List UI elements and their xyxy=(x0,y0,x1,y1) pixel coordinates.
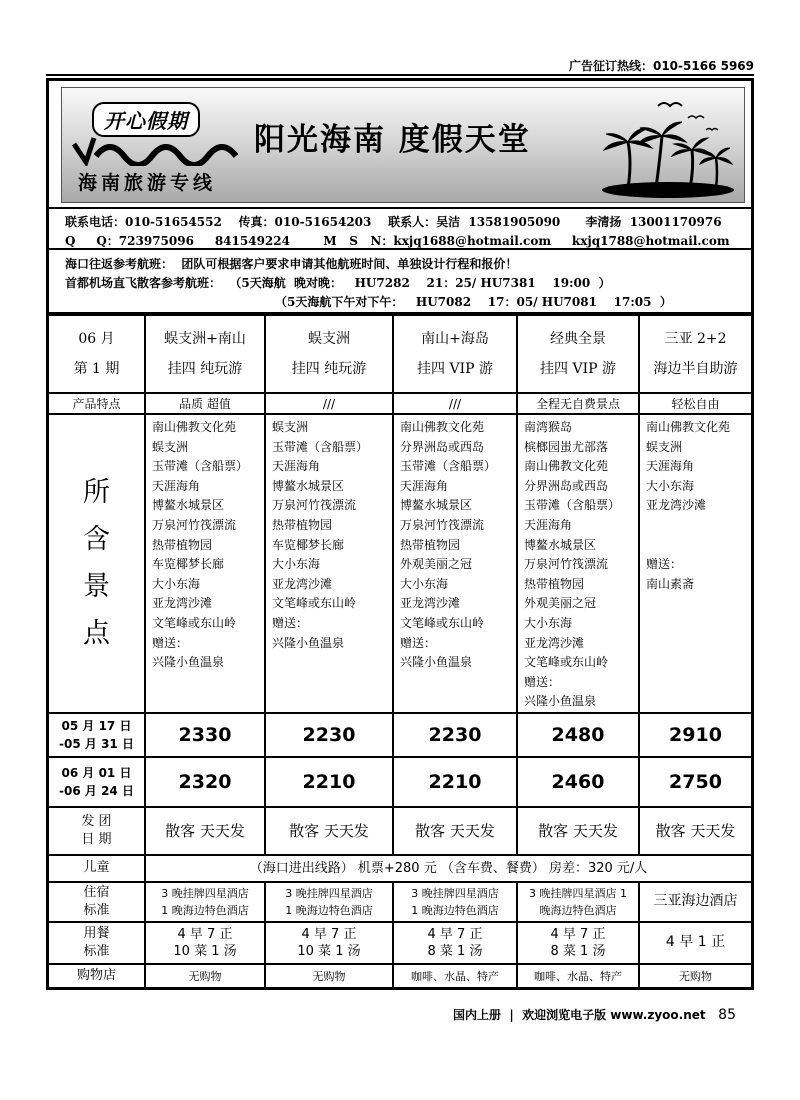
shopping-cell: 咖啡、水晶、特产 xyxy=(517,964,639,988)
logo-wave-icon xyxy=(72,136,252,166)
price-cell: 2230 xyxy=(265,713,393,757)
palm-island-icon xyxy=(598,92,738,200)
period-month: 06 月 xyxy=(78,331,115,347)
spots-list: 南湾猴岛 槟榔园蚩尤部落 南山佛教文化苑 分界洲岛或西岛 玉带滩（含船票） 天涯海角 博鳌水城景区 万泉河竹筏漂流 热带植物园 外观美丽之冠 大小东海 亚龙湾沙滩 文笔峰或东山岭 赠送： 兴隆小鱼温泉 xyxy=(517,414,639,713)
shopping-row xyxy=(49,964,751,988)
spots-row xyxy=(49,414,751,713)
lodging-cell: 3 晚挂牌四星酒店 1 晚海边特色酒店 xyxy=(145,882,265,922)
feature-cell: 品质 超值 xyxy=(145,393,265,414)
period-issue: 第 1 期 xyxy=(73,361,120,377)
flight-line-1: 海口往返参考航班： 团队可根据客户要求申请其他航班时间、单独设计行程和报价！ xyxy=(65,257,518,271)
meals-label: 用餐 标准 xyxy=(49,922,145,964)
product-header xyxy=(145,315,265,393)
price-cell: 2330 xyxy=(145,713,265,757)
lodging-label: 住宿 标准 xyxy=(49,882,145,922)
top-rule xyxy=(46,74,754,76)
shopping-cell: 无购物 xyxy=(145,964,265,988)
lodging-cell: 3 晚挂牌四星酒店 1 晚海边特色酒店 xyxy=(517,882,639,922)
depart-cell: 散客 天天发 xyxy=(145,807,265,855)
period-cell xyxy=(49,315,145,393)
tour-ad-frame xyxy=(46,78,754,990)
price-cell: 2480 xyxy=(517,713,639,757)
product-name: 经典全景 xyxy=(550,331,606,347)
depart-cell: 散客 天天发 xyxy=(639,807,751,855)
shopping-cell: 无购物 xyxy=(639,964,751,988)
shopping-cell: 无购物 xyxy=(265,964,393,988)
date-range-2: 06 月 01 日 -06 月 24 日 xyxy=(49,757,145,807)
spots-list: 南山佛教文化苑 分界洲岛或西岛 玉带滩（含船票） 天涯海角 博鳌水城景区 万泉河竹筏漂流 热带植物园 外观美丽之冠 大小东海 亚龙湾沙滩 文笔峰或东山岭 赠送： 兴隆小鱼温泉 xyxy=(393,414,517,713)
spots-label-char: 所 xyxy=(83,477,110,509)
depart-row xyxy=(49,807,751,855)
child-note: （海口进出线路） 机票+280 元 （含车费、餐费） 房差：320 元/人 xyxy=(145,855,751,882)
spots-label xyxy=(49,414,145,713)
product-type: 挂四 纯玩游 xyxy=(167,361,243,377)
footer-text: 国内上册 | 欢迎浏览电子版 www.zyoo.net xyxy=(453,1008,706,1022)
child-row xyxy=(49,855,751,882)
product-type: 海边半自助游 xyxy=(653,361,738,377)
lodging-cell: 三亚海边酒店 xyxy=(639,882,751,922)
product-name-row xyxy=(49,315,751,393)
depart-cell: 散客 天天发 xyxy=(393,807,517,855)
price-row-period1 xyxy=(49,713,751,757)
flight-line-3: （5天海航下午对下午： HU7082 17：05/ HU7081 17:05 ） xyxy=(275,295,672,309)
spots-label-char: 含 xyxy=(83,524,110,556)
product-type: 挂四 VIP 游 xyxy=(417,361,493,377)
banner xyxy=(61,87,745,203)
price-cell: 2210 xyxy=(393,757,517,807)
price-cell: 2230 xyxy=(393,713,517,757)
shopping-cell: 咖啡、水晶、特产 xyxy=(393,964,517,988)
child-label: 儿童 xyxy=(49,855,145,882)
tour-price-table xyxy=(49,314,751,988)
shopping-label: 购物店 xyxy=(49,964,145,988)
spots-list: 蜈支洲 玉带滩（含船票） 天涯海角 博鳌水城景区 万泉河竹筏漂流 热带植物园 车览椰梦长廊 大小东海 亚龙湾沙滩 文笔峰或东山岭 赠送： 兴隆小鱼温泉 xyxy=(265,414,393,713)
contact-im-line: Q Q：723975096 841549224 M S N：kxjq1688@hotmail.com kxjq1788@hotmail.com xyxy=(65,234,730,248)
flight-info xyxy=(49,252,751,314)
product-name: 三亚 2+2 xyxy=(664,331,727,347)
feature-cell: 轻松自由 xyxy=(639,393,751,414)
price-cell: 2320 xyxy=(145,757,265,807)
banner-slogan: 阳光海南 度假天堂 xyxy=(254,122,531,158)
contact-info xyxy=(49,207,751,250)
meals-row xyxy=(49,922,751,964)
page-footer xyxy=(453,1006,736,1023)
product-header xyxy=(639,315,751,393)
meals-cell: 4 早 7 正 10 菜 1 汤 xyxy=(265,922,393,964)
logo-subtitle: 海南旅游专线 xyxy=(78,172,217,194)
product-name: 蜈支洲 xyxy=(308,331,350,347)
product-type: 挂四 VIP 游 xyxy=(540,361,616,377)
feature-label: 产品特点 xyxy=(49,393,145,414)
page-number: 85 xyxy=(718,1007,736,1023)
lodging-cell: 3 晚挂牌四星酒店 1 晚海边特色酒店 xyxy=(265,882,393,922)
meals-cell: 4 早 7 正 8 菜 1 汤 xyxy=(393,922,517,964)
product-header xyxy=(393,315,517,393)
contact-phone-line: 联系电话：010-51654552 传真：010-51654203 联系人：吴洁 13581905090 李清扬 13001170976 xyxy=(65,215,722,229)
ad-hotline: 广告征订热线：010-5166 5969 xyxy=(568,59,754,73)
depart-cell: 散客 天天发 xyxy=(517,807,639,855)
meals-cell: 4 早 1 正 xyxy=(639,922,751,964)
meals-cell: 4 早 7 正 10 菜 1 汤 xyxy=(145,922,265,964)
date-range-1: 05 月 17 日 -05 月 31 日 xyxy=(49,713,145,757)
price-cell: 2210 xyxy=(265,757,393,807)
depart-label: 发 团 日 期 xyxy=(49,807,145,855)
spots-list: 南山佛教文化苑 蜈支洲 天涯海角 大小东海 亚龙湾沙滩 赠送： 南山素斋 xyxy=(639,414,751,713)
lodging-cell: 3 晚挂牌四星酒店 1 晚海边特色酒店 xyxy=(393,882,517,922)
price-cell: 2750 xyxy=(639,757,751,807)
logo-title: 开心假期 xyxy=(92,102,200,137)
price-cell: 2460 xyxy=(517,757,639,807)
feature-cell: /// xyxy=(393,393,517,414)
product-header xyxy=(517,315,639,393)
meals-cell: 4 早 7 正 8 菜 1 汤 xyxy=(517,922,639,964)
price-cell: 2910 xyxy=(639,713,751,757)
feature-cell: 全程无自费景点 xyxy=(517,393,639,414)
product-header xyxy=(265,315,393,393)
price-row-period2 xyxy=(49,757,751,807)
spots-label-char: 点 xyxy=(83,618,110,650)
product-name: 南山+海岛 xyxy=(421,331,489,347)
feature-cell: /// xyxy=(265,393,393,414)
product-type: 挂四 纯玩游 xyxy=(291,361,367,377)
lodging-row xyxy=(49,882,751,922)
flight-line-2: 首都机场直飞散客参考航班： （5天海航 晚对晚： HU7282 21：25/ HU7381 19:00 ） xyxy=(65,276,611,290)
feature-row xyxy=(49,393,751,414)
spots-list: 南山佛教文化苑 蜈支洲 玉带滩（含船票） 天涯海角 博鳌水城景区 万泉河竹筏漂流 热带植物园 车览椰梦长廊 大小东海 亚龙湾沙滩 文笔峰或东山岭 赠送： 兴隆小鱼温泉 xyxy=(145,414,265,713)
spots-label-char: 景 xyxy=(83,571,110,603)
product-name: 蜈支洲+南山 xyxy=(164,331,246,347)
depart-cell: 散客 天天发 xyxy=(265,807,393,855)
